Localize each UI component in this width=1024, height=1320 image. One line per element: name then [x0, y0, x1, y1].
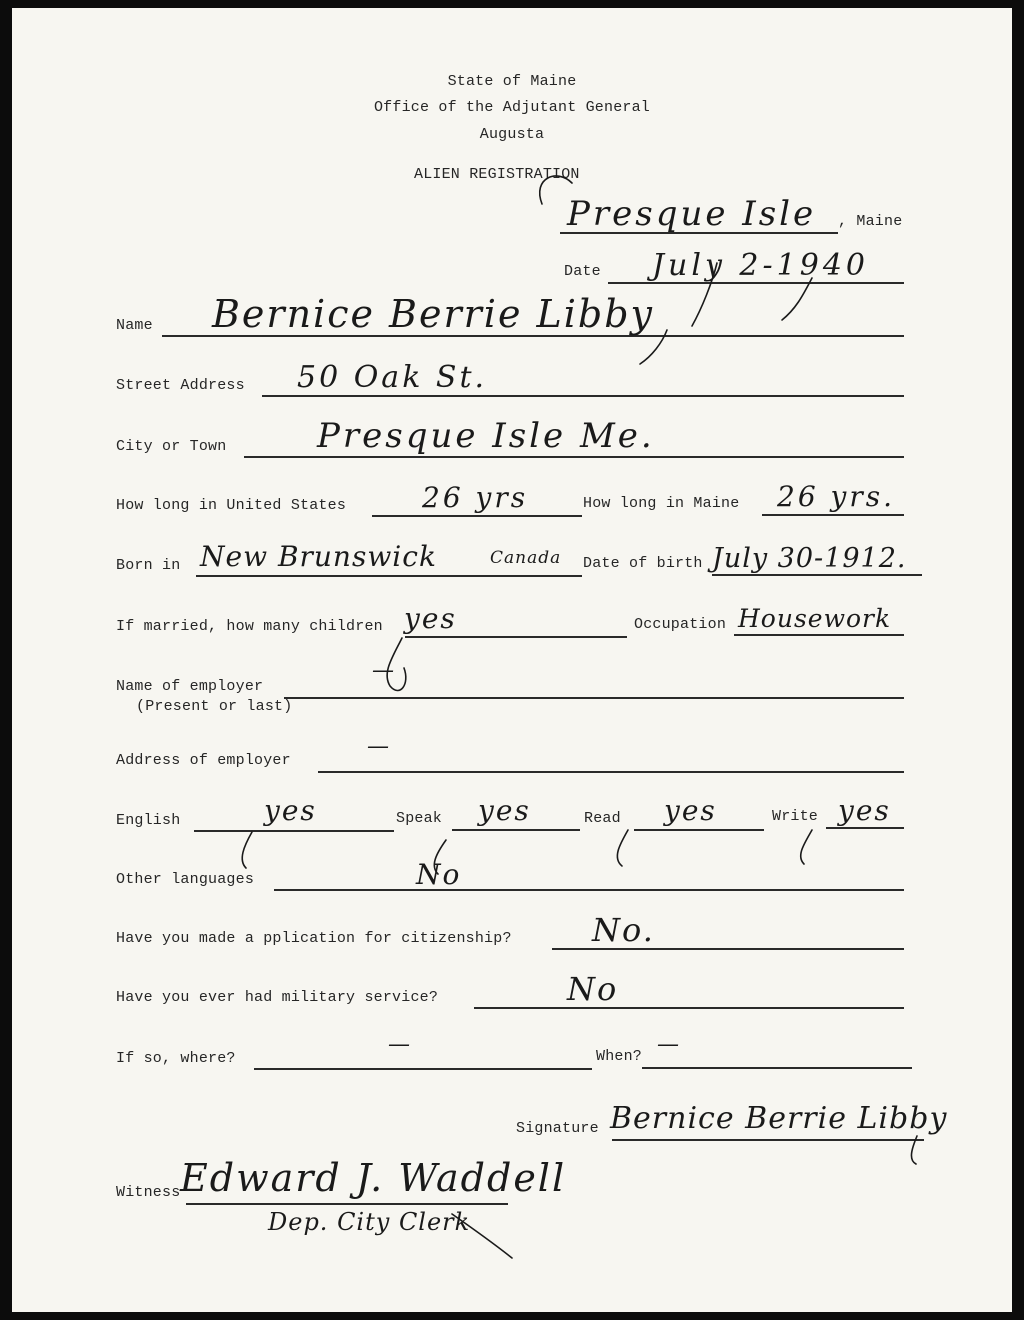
city-label: City or Town: [116, 438, 227, 455]
years-us-value: 26 yrs: [422, 481, 529, 514]
years-us-line: [372, 515, 582, 517]
occupation-line: [734, 634, 904, 636]
dob-label: Date of birth: [583, 555, 703, 572]
children-label: If married, how many children: [116, 618, 383, 635]
where-line: [254, 1068, 592, 1070]
born-value: New Brunswick: [200, 540, 437, 573]
when-label: When?: [596, 1048, 643, 1065]
employer-address-label: Address of employer: [116, 752, 291, 769]
military-label: Have you ever had military service?: [116, 989, 439, 1006]
read-value: yes: [664, 794, 717, 827]
employer-label: Name of employer: [116, 678, 264, 695]
city-line: [244, 456, 904, 458]
citizenship-value: No.: [592, 911, 655, 949]
citizenship-label: Have you made a pplication for citizenship?: [116, 930, 512, 947]
registration-form: [12, 8, 1012, 1312]
occupation-value: Housework: [738, 604, 892, 633]
date-label: Date: [564, 263, 601, 280]
witness-value: Edward J. Waddell: [180, 1156, 567, 1200]
city-value: Presque Isle Me.: [317, 416, 655, 456]
other-languages-line: [274, 889, 904, 891]
name-value: Bernice Berrie Libby: [212, 292, 655, 336]
other-languages-label: Other languages: [116, 871, 255, 888]
header-state: State of Maine: [447, 73, 577, 90]
header-city: Augusta: [479, 126, 545, 143]
speak-label: Speak: [396, 810, 443, 827]
years-maine-label: How long in Maine: [583, 495, 740, 512]
write-value: yes: [838, 794, 891, 827]
read-label: Read: [584, 810, 621, 827]
english-label: English: [116, 812, 181, 829]
place-state: , Maine: [838, 213, 903, 230]
place-value: Presque Isle: [567, 194, 817, 234]
employer-sublabel: (Present or last): [136, 698, 293, 715]
employer-value: —: [372, 658, 395, 683]
employer-address-value: —: [367, 734, 390, 759]
witness-title: Dep. City Clerk: [268, 1208, 471, 1236]
street-value: 50 Oak St.: [297, 360, 488, 395]
read-line: [634, 829, 764, 831]
street-label: Street Address: [116, 377, 245, 394]
military-line: [474, 1007, 904, 1009]
speak-value: yes: [478, 794, 531, 827]
where-value: —: [388, 1032, 411, 1057]
born-line: [196, 575, 582, 577]
military-value: No: [567, 970, 619, 1008]
signature-line: [612, 1139, 924, 1141]
occupation-label: Occupation: [634, 616, 727, 633]
employer-line: [284, 697, 904, 699]
dob-line: [712, 574, 922, 576]
years-maine-value: 26 yrs.: [777, 480, 896, 513]
english-value: yes: [264, 794, 317, 827]
write-line: [826, 827, 904, 829]
write-label: Write: [772, 808, 819, 825]
header-office: Office of the Adjutant General: [373, 99, 651, 116]
born-label: Born in: [116, 557, 181, 574]
form-title: ALIEN REGISTRATION: [414, 166, 580, 183]
street-line: [262, 395, 904, 397]
date-value: July 2-1940: [652, 248, 869, 283]
children-line: [405, 636, 627, 638]
years-maine-line: [762, 514, 904, 516]
dob-value: July 30-1912.: [712, 543, 907, 574]
children-value: yes: [404, 602, 457, 635]
where-label: If so, where?: [116, 1050, 236, 1067]
when-value: —: [657, 1032, 680, 1057]
when-line: [642, 1067, 912, 1069]
born-country: Canada: [490, 548, 562, 568]
other-languages-value: No: [416, 858, 462, 891]
employer-address-line: [318, 771, 904, 773]
name-label: Name: [116, 317, 153, 334]
signature-value: Bernice Berrie Libby: [610, 1101, 948, 1136]
english-line: [194, 830, 394, 832]
witness-label: Witness: [116, 1184, 181, 1201]
speak-line: [452, 829, 580, 831]
signature-label: Signature: [516, 1120, 599, 1137]
witness-line: [186, 1203, 508, 1205]
years-us-label: How long in United States: [116, 497, 347, 514]
